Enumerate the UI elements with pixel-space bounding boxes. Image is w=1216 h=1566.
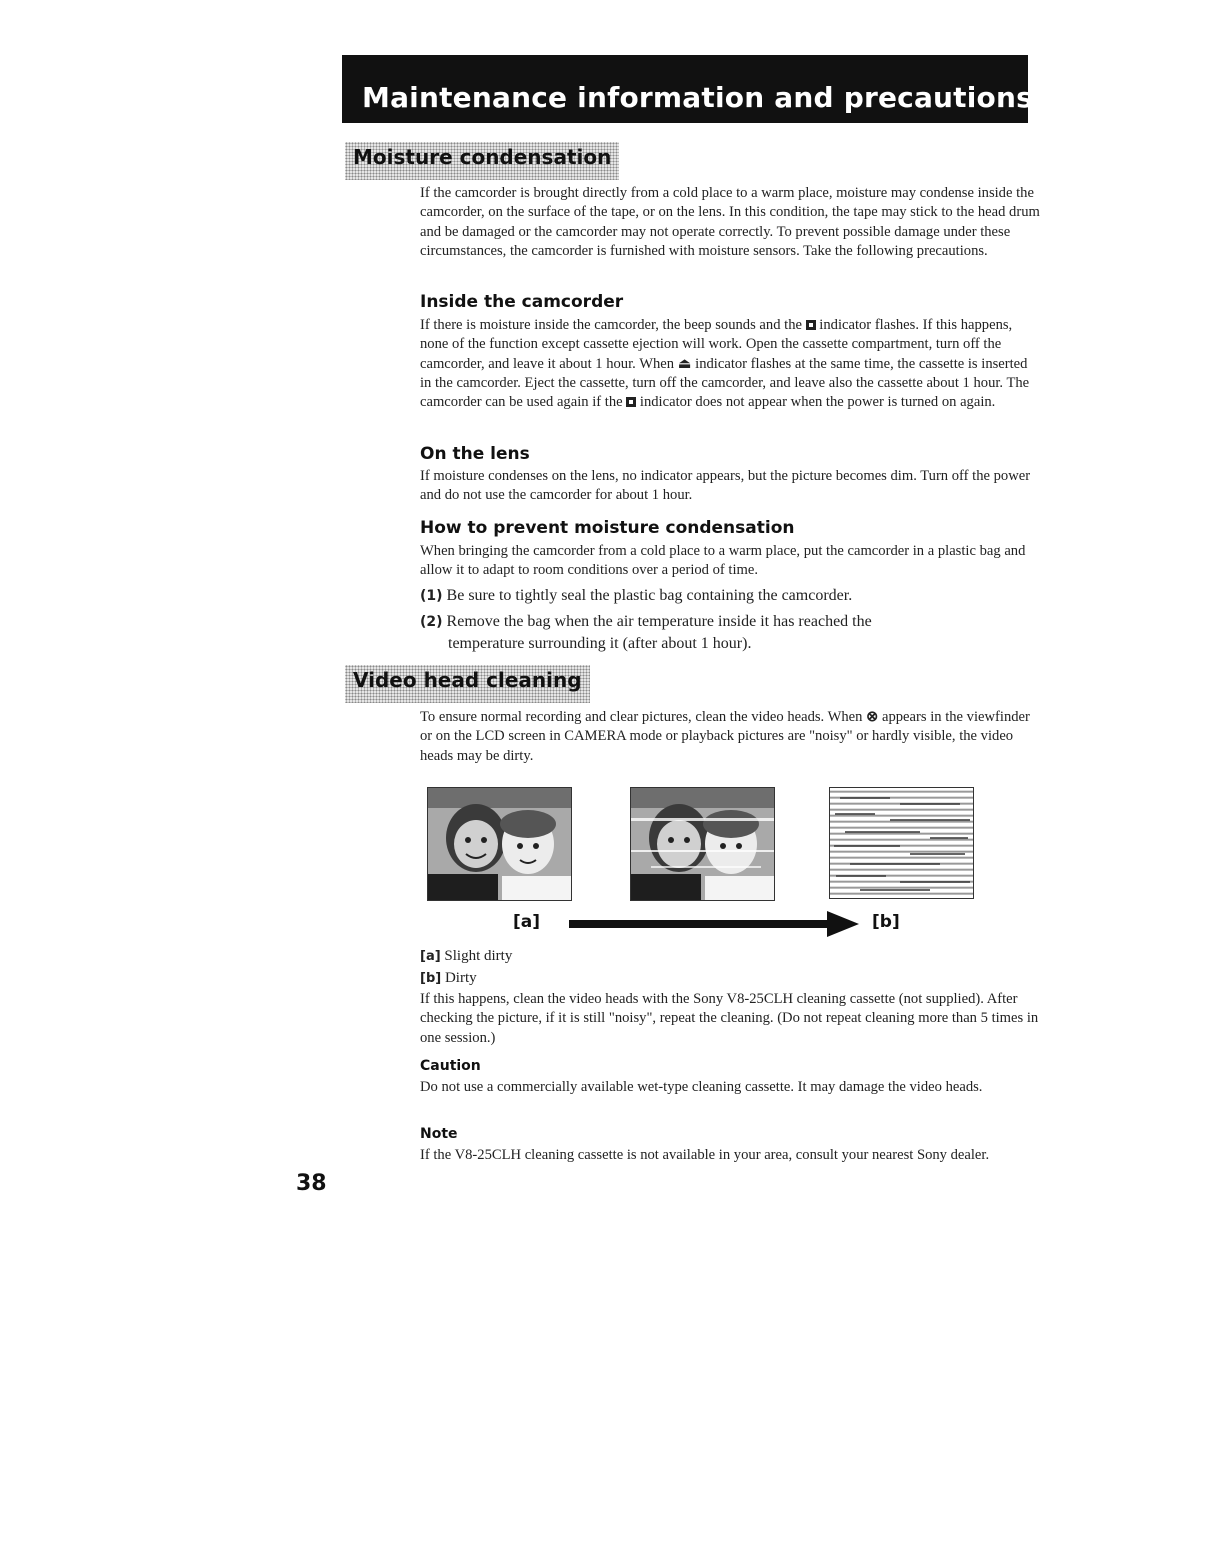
page-title: Maintenance information and precautions	[362, 81, 1033, 114]
picture-slightly-dirty-illustration	[630, 787, 775, 901]
prevent-text: When bringing the camcorder from a cold place to a warm place, put the camcorder in a plastic bag and allow it to adapt to room conditions over a period of time.	[420, 543, 1026, 579]
cleaning-after-text: If this happens, clean the video heads with the Sony V8-25CLH cleaning cassette (not supplied). After checking the picture, if it is still "noisy", repeat the cleaning. (Do not repeat cleaning more than 5 times in one session.)	[420, 991, 1039, 1046]
cleaning-heading: Video head cleaning	[345, 665, 590, 703]
inside-text-part-3: indicator flashes at the same time, the cassette is inserted in the camcorder. Eject the cassette, turn off the camcorder, and leave also the cassette about 1 hour. The camcorder can be used again if the	[420, 355, 1030, 411]
picture-clean-illustration	[427, 787, 572, 901]
dirt-progression-arrow	[569, 909, 861, 939]
page-number: 38	[296, 1171, 327, 1196]
step-text: Remove the bag when the air temperature inside it has reached the	[446, 613, 872, 630]
step-1	[420, 585, 980, 607]
prevent-heading: How to prevent moisture condensation	[420, 518, 795, 538]
inside-camcorder-heading: Inside the camcorder	[420, 292, 624, 312]
legend-b	[420, 968, 477, 989]
head-dirty-warning-icon: ⊗	[866, 709, 879, 725]
inside-text-part-4: indicator does not appear when the power is turned on again.	[639, 394, 996, 411]
moisture-intro: If the camcorder is brought directly from a cold place to a warm place, moisture may condense inside the camcorder, on the surface of the tape, or on the lens. In this condition, the tape may stick to the head drum and be damaged or the camcorder may not operate correctly. To prevent possible damage under these circumstances, the camcorder is furnished with moisture sensors. Take the following precautions.	[420, 185, 1040, 259]
inside-camcorder-text	[420, 316, 1040, 412]
moisture-indicator-icon	[626, 397, 636, 407]
inside-text-part-1: If there is moisture inside the camcorder, the beep sounds and the	[420, 317, 802, 333]
cleaning-intro	[420, 708, 1040, 766]
label-b: [b]	[872, 912, 900, 932]
legend-text: Dirty	[444, 970, 477, 986]
caution-label: Caution	[420, 1058, 481, 1074]
on-lens-heading: On the lens	[420, 444, 530, 464]
cleaning-intro-part-1: To ensure normal recording and clear pictures, clean the video heads. When	[420, 709, 863, 725]
moisture-indicator-icon	[806, 320, 816, 330]
title-rule	[342, 121, 1028, 123]
eject-icon: ⏏	[677, 355, 692, 372]
legend-text: Slight dirty	[444, 948, 513, 964]
legend-key: [a]	[420, 949, 441, 964]
inside-text-part-2: indicator flashes. If this happens, none of the function except cassette ejection will work. Open the cassette compartment, turn off the camcorder, and leave it about 1 hour. When	[420, 317, 1013, 372]
picture-dirty-illustration	[829, 787, 974, 899]
cleaning-intro-part-2: appears in the viewfinder or on the LCD screen in CAMERA mode or playback pictures are "noisy" or hardly visible, the video heads may be dirty.	[420, 709, 1030, 764]
step-text: Be sure to tightly seal the plastic bag containing the camcorder.	[446, 587, 853, 604]
legend-key: [b]	[420, 971, 442, 986]
step-number: (2)	[420, 614, 443, 630]
legend-a	[420, 946, 512, 967]
on-lens-text: If moisture condenses on the lens, no indicator appears, but the picture becomes dim. Turn off the power and do not use the camcorder for about 1 hour.	[420, 468, 1031, 504]
caution-text: Do not use a commercially available wet-type cleaning cassette. It may damage the video heads.	[420, 1079, 983, 1095]
note-text: If the V8-25CLH cleaning cassette is not available in your area, consult your nearest Sony dealer.	[420, 1147, 990, 1163]
label-a: [a]	[513, 912, 541, 932]
step-2	[420, 611, 980, 655]
step-text-continued: temperature surrounding it (after about 1 hour).	[448, 635, 752, 652]
note-label: Note	[420, 1126, 458, 1142]
page-title-bar	[342, 55, 1033, 121]
step-number: (1)	[420, 588, 443, 604]
moisture-heading: Moisture condensation	[345, 142, 619, 180]
